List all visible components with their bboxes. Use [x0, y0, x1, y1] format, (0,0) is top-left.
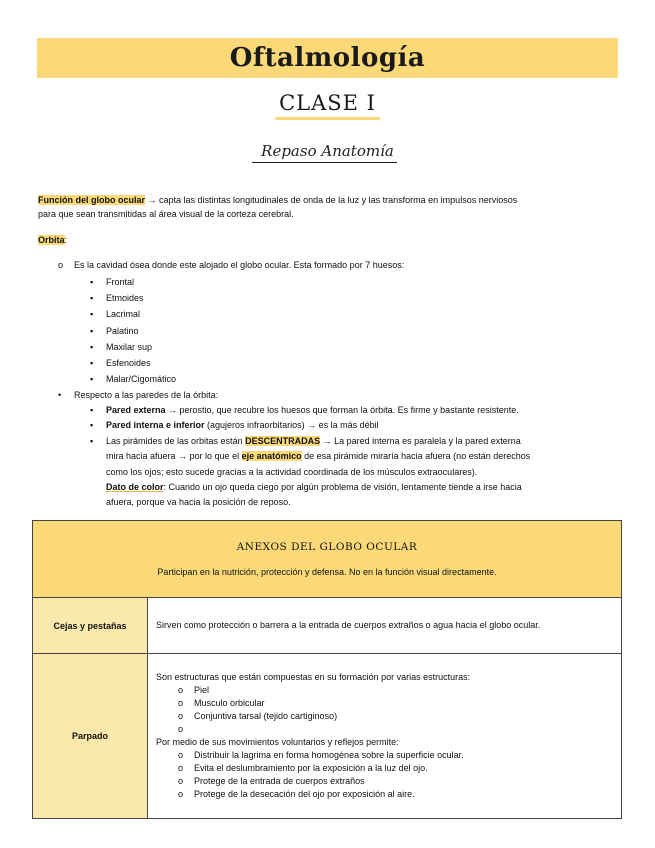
list-item: [156, 697, 613, 710]
pared-externa-text: → perostio, que recubre los huesos que forman la órbita. Es firme y bastante resistente.: [165, 405, 519, 415]
piramides-highlight: DESCENTRADAS: [245, 435, 321, 446]
bullet-icon: o: [178, 763, 184, 773]
pared-interna-text: (agujeros infraorbitarios) → es la más débil: [204, 420, 379, 431]
funcion-line2: para que sean transmitidas al área visual de la corteza cerebral.: [38, 209, 294, 219]
table-row: [33, 598, 622, 654]
bullet-icon: o: [178, 698, 184, 708]
pared-interna-term: Pared interna e inferior: [106, 420, 205, 431]
list-item-text: Lacrimal: [106, 309, 141, 320]
arrow: →: [147, 195, 157, 205]
list-item-text: Piel: [194, 685, 210, 695]
list-item: [156, 775, 613, 788]
class-heading: [0, 91, 655, 115]
section-subtitle: Repaso Anatomía: [261, 142, 394, 160]
orbita-term: Orbita: [38, 235, 65, 245]
parpado-parts-list: [156, 684, 613, 736]
list-item: [156, 723, 613, 736]
parpado-intro: Son estructuras que están compuestas en su formación por varias estructuras:: [156, 672, 471, 682]
bullet-icon: o: [178, 711, 184, 721]
funcion-term: Función del globo ocular: [38, 195, 145, 205]
list-item-text: Malar/Cigomático: [106, 374, 177, 385]
bullet-icon: o: [178, 789, 184, 799]
cejas-text: Sirven como protección o barrera a la entrada de cuerpos extraños o agua hacia el globo ocular.: [148, 598, 622, 654]
circle-bullet-icon: o: [58, 260, 64, 270]
list-item-text: Etmoides: [106, 293, 144, 304]
piramides-text-a: Las pirámides de las orbitas están: [106, 435, 246, 446]
bullet-icon: o: [178, 685, 184, 695]
bullet-icon: ▪: [90, 374, 94, 385]
list-item-text: Conjuntiva tarsal (tejido cartiginoso): [194, 711, 338, 721]
list-item-text: Esfenoides: [106, 358, 151, 369]
list-item: [90, 290, 176, 306]
bullet-icon: •: [58, 390, 62, 400]
list-item: [90, 371, 176, 387]
dato-text: : Cuando un ojo queda ciego por algún problema de visión, lentamente tiende a irse hacia: [163, 482, 522, 493]
list-item: [90, 339, 176, 355]
funcion-line1: capta las distintas longitudinales de onda de la luz y las transforma en impulsos nerviosos: [156, 195, 518, 205]
list-item: [156, 684, 613, 697]
bullet-icon: ▪: [90, 293, 94, 304]
list-item-text: Palatino: [106, 325, 139, 336]
dato-line2: afuera, porque va hacia la posición de reposo.: [106, 497, 291, 508]
bullet-icon: o: [178, 724, 184, 734]
list-item-text: Evita el deslumbramiento por la exposición a la luz del ojo.: [194, 763, 428, 773]
funcion-paragraph: [38, 193, 517, 221]
list-item: [156, 762, 613, 775]
list-item: [90, 274, 176, 290]
list-item-text: Protege de la entrada de cuerpos extraños: [194, 776, 365, 786]
bullet-icon: ▪: [90, 358, 94, 369]
list-item-text: Maxilar sup: [106, 341, 153, 352]
annex-title: ANEXOS DEL GLOBO OCULAR: [236, 541, 418, 553]
parpado-funcs-list: [156, 749, 613, 801]
cejas-label: Cejas y pestañas: [33, 598, 148, 654]
paredes-intro-text: Respecto a las paredes de la órbita:: [74, 390, 219, 400]
pared-externa-item: [90, 403, 615, 418]
list-item: [156, 710, 613, 723]
bones-list: [90, 274, 176, 387]
class-heading-text: CLASE I: [275, 91, 380, 120]
orbita-colon: :: [64, 235, 68, 245]
subtitle-underline: [252, 162, 397, 163]
bullet-icon: ▪: [90, 435, 94, 446]
document-title: Oftalmología: [229, 43, 426, 73]
bullet-icon: o: [178, 776, 184, 786]
piramides-line2a: mira hacia afuera → por lo que el: [106, 451, 242, 462]
piramides-line2b: de esa pirámide miraría hacia afuera (no están derechos: [301, 451, 531, 462]
list-item-text: Musculo orbicular: [194, 698, 265, 708]
paredes-list: [90, 403, 615, 511]
piramides-text-b: → La pared interna es paralela y la pared externa: [320, 435, 521, 446]
bullet-icon: ▪: [90, 309, 94, 320]
list-item: [90, 323, 176, 339]
annex-header: [33, 521, 622, 598]
pared-interna-item: [90, 418, 615, 433]
annex-header-row: [33, 521, 622, 598]
annex-table: [32, 520, 622, 819]
list-item-text: Distribuir la lagrima en forma homogénea sobre la superficie ocular.: [194, 750, 464, 760]
list-item: [90, 306, 176, 322]
parpado-mov: Por medio de sus movimientos voluntarios y reflejos permite:: [156, 737, 399, 747]
orbita-heading: [38, 233, 67, 247]
bullet-icon: ▪: [90, 341, 94, 352]
list-item: [156, 749, 613, 762]
table-row: [33, 654, 622, 819]
list-item: [90, 355, 176, 371]
bullet-icon: o: [178, 750, 184, 760]
list-item-text: Protege de la desecación del ojo por exposición al aire.: [194, 789, 415, 799]
title-band: [37, 38, 618, 78]
parpado-label: Parpado: [33, 654, 148, 819]
piramides-line3: como los ojos; esto sucede gracias a la actividad coordinada de los músculos extraoculares).: [106, 466, 478, 477]
pared-externa-term: Pared externa: [106, 405, 166, 415]
orbita-intro-text: Es la cavidad ósea donde este alojado el globo ocular. Esta formado por 7 huesos:: [74, 260, 405, 270]
eje-anatomico-highlight: eje anatómico: [241, 451, 302, 462]
parpado-content: [148, 654, 622, 819]
bullet-icon: ▪: [90, 405, 94, 415]
bullet-icon: ▪: [90, 325, 94, 336]
annex-subtitle: Participan en la nutrición, protección y defensa. No en la función visual directamente.: [157, 567, 497, 577]
piramides-item: [90, 434, 615, 511]
bullet-icon: ▪: [90, 277, 94, 287]
list-item-text: Frontal: [106, 277, 135, 287]
dato-term: Dato de color: [106, 482, 164, 493]
bullet-icon: ▪: [90, 420, 94, 431]
list-item: [156, 788, 613, 801]
